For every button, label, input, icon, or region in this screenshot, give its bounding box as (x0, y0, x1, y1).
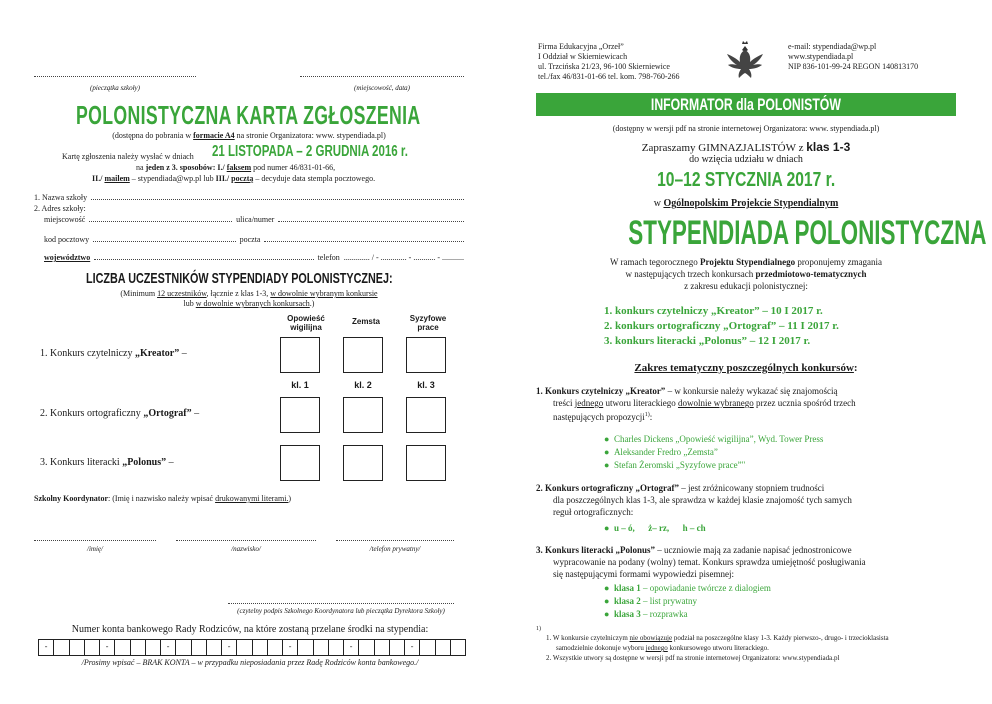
contest-3-label: 3. Konkurs literacki „Polonus” – (40, 457, 174, 468)
contest-2-label: 2. Konkurs ortograficzny „Ortograf” – (40, 408, 200, 419)
class-header-3: kl. 3 (417, 380, 435, 390)
col-header-2: Zemsta (351, 317, 380, 326)
contest-3-description: 3. Konkurs literacki „Polonus” – uczniowie mają za zadanie napisać jednostronicowe wypracowanie na podany (wolny) temat. Konkurs sprawdza umiejętność posługiwania się następującymi formami wypowiedzi pisemnej: (536, 545, 866, 579)
book-item: ● Stefan Żeromski „Syzyfowe prace”" (604, 460, 746, 470)
footnote-mark: 1) (536, 626, 541, 632)
class-header-2: kl. 2 (354, 380, 372, 390)
postcode-post-field[interactable]: kod pocztowy poczta (44, 235, 464, 244)
format-a4-link[interactable]: formacie A4 (193, 131, 235, 140)
event-dates: 10–12 STYCZNIA 2017 r. (656, 169, 836, 191)
participants-note-1: (Minimum 12 uczestników, łącznie z klas 1-3, w dowolnie wybranym konkursie (120, 289, 378, 298)
forms-list (604, 582, 771, 621)
stamp-caption: (pieczątka szkoły) (90, 84, 140, 92)
banner-text-wrap (536, 95, 956, 115)
account-title: Numer konta bankowego Rady Rodziców, na które zostaną przelane środki na stypendia: (71, 624, 429, 635)
pdf-note: (dostępny w wersji pdf na stronie internetowej Organizatora: www. stypendiada.pl) (612, 124, 880, 133)
footnotes: 1. W konkursie czytelniczym nie obowiązuje podział na poszczególne klasy 1-3. Każdy pierwszo-, drugo- i trzecioklasista samodzielnie dokonuje wyboru jednego konkursowego utworu literackiego. 2. Wszystkie utwory są dostępne w wersji pdf na stronie internetowej Organizatora: www.stypendiada.pl (546, 634, 889, 662)
contest-list-item: 3. konkurs literacki „Polonus” – 12 I 2017 r. (604, 335, 811, 347)
contest-1-description: 1. Konkurs czytelniczy „Kreator” – w konkursie należy wykazać się znajomością treści jednego utworu literackiego dowolnie wybranego przez ucznia spośród trzech następujących propozycji$^{1)}$: (536, 386, 856, 422)
account-note: /Prosimy wpisać – BRAK KONTA – w przypadku nieposiadania przez Radę Rodziców konta bankowego./ (81, 658, 419, 667)
place-date-line (300, 76, 464, 77)
coordinator-label: Szkolny Koordynator: (Imię i nazwisko należy wpisać drukowanymi literami.) (34, 494, 292, 503)
box-c2-2[interactable] (343, 397, 383, 433)
download-note: (dostępna do pobrania w formacie A4 na stronie Organizatora: www. stypendiada.pl) (112, 131, 386, 140)
signature-caption: (czytelny podpis Szkolnego Koordynatora lub pieczątka Dyrektora Szkoły) (237, 607, 445, 615)
form-item: ● klasa 3 – rozprawka (604, 609, 688, 619)
box-c3-2[interactable] (343, 445, 383, 481)
address-label: 2. Adres szkoły: (34, 204, 86, 213)
school-name-field[interactable]: 1. Nazwa szkoły (34, 193, 464, 202)
big-title-wrap (536, 214, 987, 253)
form-item: ● klasa 1 – opowiadanie twórcze z dialogiem (604, 583, 771, 593)
send-methods-2: II./ mailem – stypendiada@wp.pl lub III./ pocztą – decyduje data stempla pocztowego. (92, 174, 376, 183)
first-name-caption: /imię/ (87, 545, 103, 553)
scope-title: Zakres tematyczny poszczególnych konkursów: (634, 362, 858, 374)
send-instruction-pre: Kartę zgłoszenia należy wysłać w dniach (62, 152, 194, 161)
invite-line: Zapraszamy GIMNAZJALISTÓW z klas 1-3 (641, 140, 851, 154)
stamp-line (34, 76, 196, 77)
event-dates-wrap (536, 169, 956, 192)
first-name-line[interactable] (34, 540, 156, 541)
box-c2-3[interactable] (406, 397, 446, 433)
surname-line[interactable] (176, 540, 316, 541)
box-c1-2[interactable] (343, 337, 383, 373)
spelling-rules: ● u – ó, ż– rz, h – ch (604, 523, 706, 533)
account-number-field[interactable]: - - - - - - - (38, 639, 466, 656)
send-methods: na jeden z 3. sposobów: I./ faksem pod numer 46/831-01-66, (136, 163, 336, 172)
place-date-caption: (miejscowość, data) (354, 84, 410, 92)
participants-note-2: lub w dowolnie wybranych konkursach.) (183, 299, 315, 308)
box-c1-3[interactable] (406, 337, 446, 373)
voivodeship-phone-field[interactable]: województwo telefon ............. / - ............. - ........... - ........... (44, 253, 464, 262)
eagle-emblem-icon (722, 40, 768, 84)
book-list (604, 433, 823, 472)
project-line: w Ogólnopolskim Projekcie Stypendialnym (653, 198, 839, 209)
contest-list-item: 2. konkurs ortograficzny „Ortograf” – 11 I 2017 r. (604, 320, 839, 332)
send-dates: 21 LISTOPADA – 2 GRUDNIA 2016 r. (212, 143, 408, 160)
surname-caption: /nazwisko/ (231, 545, 261, 553)
form-title: POLONISTYCZNA KARTA ZGŁOSZENIA (76, 100, 421, 130)
intro: W ramach tegorocznego Projektu Stypendialnego proponujemy zmagania w następujących trzech konkursach przedmiotowo-tematycznych z zakresu edukacji polonistycznej: (609, 257, 883, 291)
col-header-1: Opowieść wigilijna (287, 314, 325, 332)
city-street-field[interactable]: miejscowość ulica/numer (44, 215, 464, 224)
banner-title: INFORMATOR dla POLONISTÓW (651, 95, 841, 114)
invite-line-2: do wzięcia udziału w dniach (689, 154, 803, 165)
contact-info: e-mail: stypendiada@wp.pl www.stypendiada.pl NIP 836-101-99-24 REGON 140813170 (788, 42, 919, 71)
participants-title: LICZBA UCZESTNIKÓW STYPENDIADY POLONISTYCZNEJ: (86, 270, 393, 287)
contest-1-label: 1. Konkurs czytelniczy „Kreator” – (40, 348, 187, 359)
book-item: ● Aleksander Fredro „Zemsta” (604, 447, 718, 457)
col-header-3: Syzyfowe prace (409, 314, 447, 332)
contest-list (604, 304, 839, 349)
big-title: STYPENDIADA POLONISTYCZNA (628, 214, 987, 252)
class-header-1: kl. 1 (291, 380, 309, 390)
box-c3-3[interactable] (406, 445, 446, 481)
signature-line[interactable] (228, 603, 454, 604)
box-c1-1[interactable] (280, 337, 320, 373)
private-phone-line[interactable] (336, 540, 454, 541)
contest-list-item: 1. konkurs czytelniczy „Kreator” – 10 I 2017 r. (604, 305, 823, 317)
box-c2-1[interactable] (280, 397, 320, 433)
contest-2-description: 2. Konkurs ortograficzny „Ortograf” – jest zróżnicowany stopniem trudności dla poszczególnych klas 1-3, ale sprawdza w każdej klasie znajomość tych samych reguł ortograficznych: (536, 483, 852, 517)
book-item: ● Charles Dickens „Opowieść wigilijna”, Wyd. Tower Press (604, 434, 824, 444)
box-c3-1[interactable] (280, 445, 320, 481)
org-address: Firma Edukacyjna „Orzeł” I Oddział w Skierniewicach ul. Trzcińska 21/23, 96-100 Skierniewice tel./fax 46/831-01-66 tel. kom. 798-760-266 (538, 42, 680, 81)
form-item: ● klasa 2 – list prywatny (604, 596, 697, 606)
private-phone-caption: /telefon prywatny/ (369, 545, 421, 553)
